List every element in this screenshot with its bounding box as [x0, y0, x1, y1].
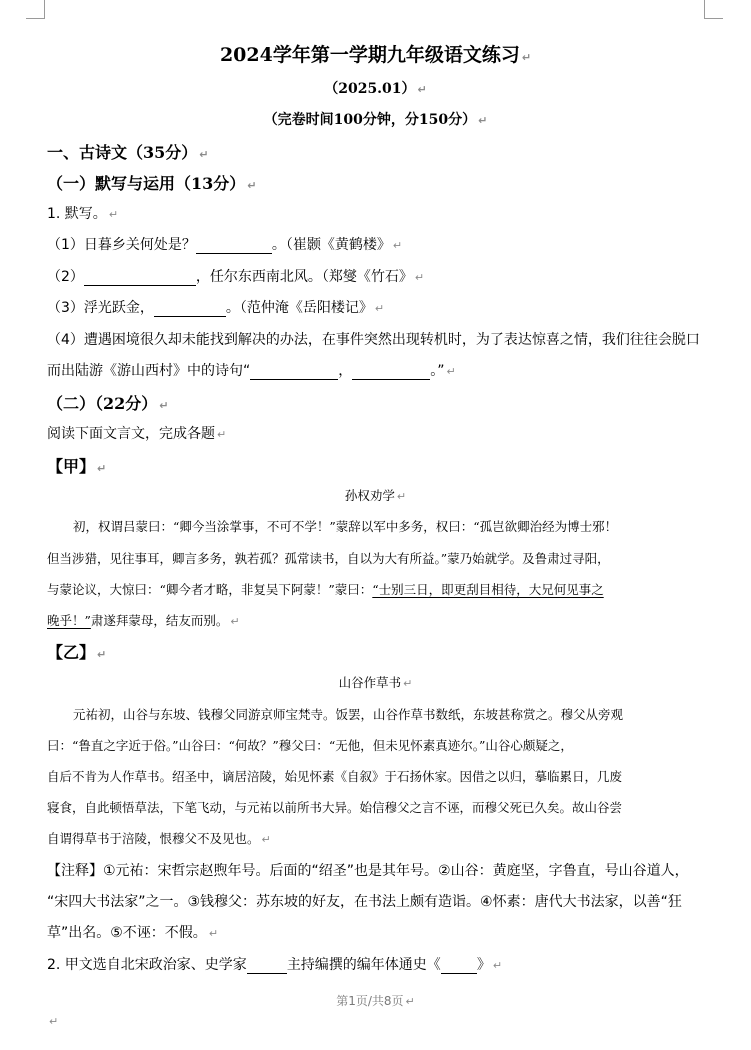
reading-instruction: 阅读下面文言文，完成各题 ↵: [47, 426, 227, 442]
part-heading: （一）默写与运用（13分） ↵: [47, 174, 257, 193]
answer-blank[interactable]: [441, 959, 477, 974]
answer-blank[interactable]: [84, 271, 196, 286]
paragraph-mark-icon: ↵: [49, 1015, 59, 1028]
section-heading: 一、古诗文（35分） ↵: [47, 143, 209, 162]
text1-line: 初，权谓吕蒙曰：“卿今当涂掌事，不可不学！”蒙辞以军中多务，权曰：“孤岂欲卿治经为博士邪！: [73, 519, 618, 534]
paragraph-mark-icon: ↵: [247, 179, 257, 192]
part-heading: （二）（22分） ↵: [47, 394, 169, 413]
question-1-4-line2: 而出陆游《游山西村》中的诗句“ ， 。” ↵: [47, 363, 456, 379]
paragraph-mark-icon: ↵: [97, 462, 107, 475]
page-title: 2024学年第一学期九年级语文练习 ↵: [219, 44, 532, 66]
paragraph-mark-icon: ↵: [261, 833, 271, 846]
text-label-jia: 【甲】 ↵: [47, 457, 107, 476]
paragraph-mark-icon: ↵: [159, 399, 169, 412]
question-1-4-line1: （4）遭遇困境很久却未能找到解决的办法，在事件突然出现转机时，为了表达惊喜之情，我们往往会脱口: [47, 332, 700, 348]
text2-line: 自谓得草书于涪陵，恨穆父不及见也。 ↵: [47, 831, 271, 846]
paragraph-mark-icon: ↵: [478, 114, 488, 127]
page-footer: 第1页/共8页 ↵: [336, 994, 415, 1008]
answer-blank[interactable]: [154, 302, 226, 317]
text2-line: 曰：“鲁直之字近于俗。”山谷曰：“何故？”穆父曰：“无他，但未见怀素真迹尔。”山谷心颇疑之，: [47, 738, 573, 753]
paragraph-mark-icon: ↵: [108, 208, 119, 221]
page-corner-top-right: [704, 0, 723, 19]
text1-title: 孙权劝学 ↵: [344, 488, 407, 503]
text2-line: 寝食，自此顿悟草法，下笔飞动，与元祐以前所书大异。始信穆父之言不诬，而穆父死已久矣。故山谷尝: [47, 800, 623, 815]
paragraph-mark-icon: ↵: [414, 271, 425, 284]
paragraph-mark-icon: ↵: [217, 428, 227, 441]
paragraph-mark-icon: ↵: [97, 648, 107, 661]
paragraph-mark-icon: ↵: [446, 365, 456, 378]
text2-title: 山谷作草书 ↵: [338, 675, 413, 690]
underlined-sentence: “士别三日，即更刮目相待，大兄何见事之: [372, 582, 604, 597]
underlined-sentence: 晚乎！”: [47, 613, 91, 628]
paragraph-mark-icon: ↵: [374, 302, 385, 315]
notes-line: 草”出名。⑤不诬：不假。 ↵: [47, 925, 219, 941]
paragraph-mark-icon: ↵: [392, 239, 403, 252]
paragraph-mark-icon: ↵: [396, 490, 407, 503]
paragraph-mark-icon: ↵: [403, 677, 413, 690]
text1-line: 但当涉猎，见往事耳，卿言多务，孰若孤？孤常读书，自以为大有所益。”蒙乃始就学。及鲁肃过寻阳，: [47, 551, 610, 566]
text2-line: 元祐初，山谷与东坡、钱穆父同游京师宝梵寺。饭罢，山谷作草书数纸，东坡甚称赏之。穆父从旁观: [73, 707, 624, 722]
answer-blank[interactable]: [196, 239, 272, 254]
exam-info: （完卷时间100分钟，分150分） ↵: [263, 112, 488, 128]
paragraph-mark-icon: ↵: [417, 83, 427, 96]
paragraph-mark-icon: ↵: [208, 927, 219, 940]
answer-blank[interactable]: [250, 365, 338, 380]
page-corner-top-left: [26, 0, 45, 19]
answer-blank[interactable]: [352, 365, 430, 380]
question-1: 1. 默写。 ↵: [47, 206, 119, 222]
text1-line: 与蒙论议，大惊曰：“卿今者才略，非复吴下阿蒙！”蒙曰：“士别三日，即更刮目相待，大兄何见事之: [47, 582, 604, 597]
question-1-2: （2） ，任尔东西南北风。（郑燮《竹石》 ↵: [47, 269, 425, 285]
paragraph-mark-icon: ↵: [492, 959, 503, 972]
paragraph-mark-icon: ↵: [521, 51, 532, 64]
notes-line: 【注释】①元祐：宋哲宗赵煦年号。后面的“绍圣”也是其年号。②山谷：黄庭坚，字鲁直，号山谷道人，: [47, 863, 689, 879]
question-2: 2. 甲文选自北宋政治家、史学家 主持编撰的编年体通史《 》 ↵: [47, 957, 503, 973]
question-1-1: （1）日暮乡关何处是？ 。（崔颢《黄鹤楼》 ↵: [47, 237, 403, 253]
paragraph-mark-icon: ↵: [230, 615, 240, 628]
paragraph-mark-icon: ↵: [199, 148, 209, 161]
exam-date: （2025.01） ↵: [324, 81, 427, 97]
paragraph-mark-icon: ↵: [405, 995, 415, 1008]
notes-line: “宋四大书法家”之一。③钱穆父：苏东坡的好友，在书法上颇有造诣。④怀素：唐代大书法家，以善“狂: [47, 894, 682, 910]
text2-line: 自后不肯为人作草书。绍圣中，谪居涪陵，始见怀素《自叙》于石扬休家。因借之以归，摹临累日，几废: [47, 769, 623, 784]
text-label-yi: 【乙】 ↵: [47, 643, 107, 662]
question-1-3: （3）浮光跃金， 。（范仲淹《岳阳楼记》 ↵: [47, 300, 385, 316]
answer-blank[interactable]: [247, 959, 287, 974]
text1-line: 晚乎！”肃遂拜蒙母，结友而别。 ↵: [47, 613, 240, 628]
